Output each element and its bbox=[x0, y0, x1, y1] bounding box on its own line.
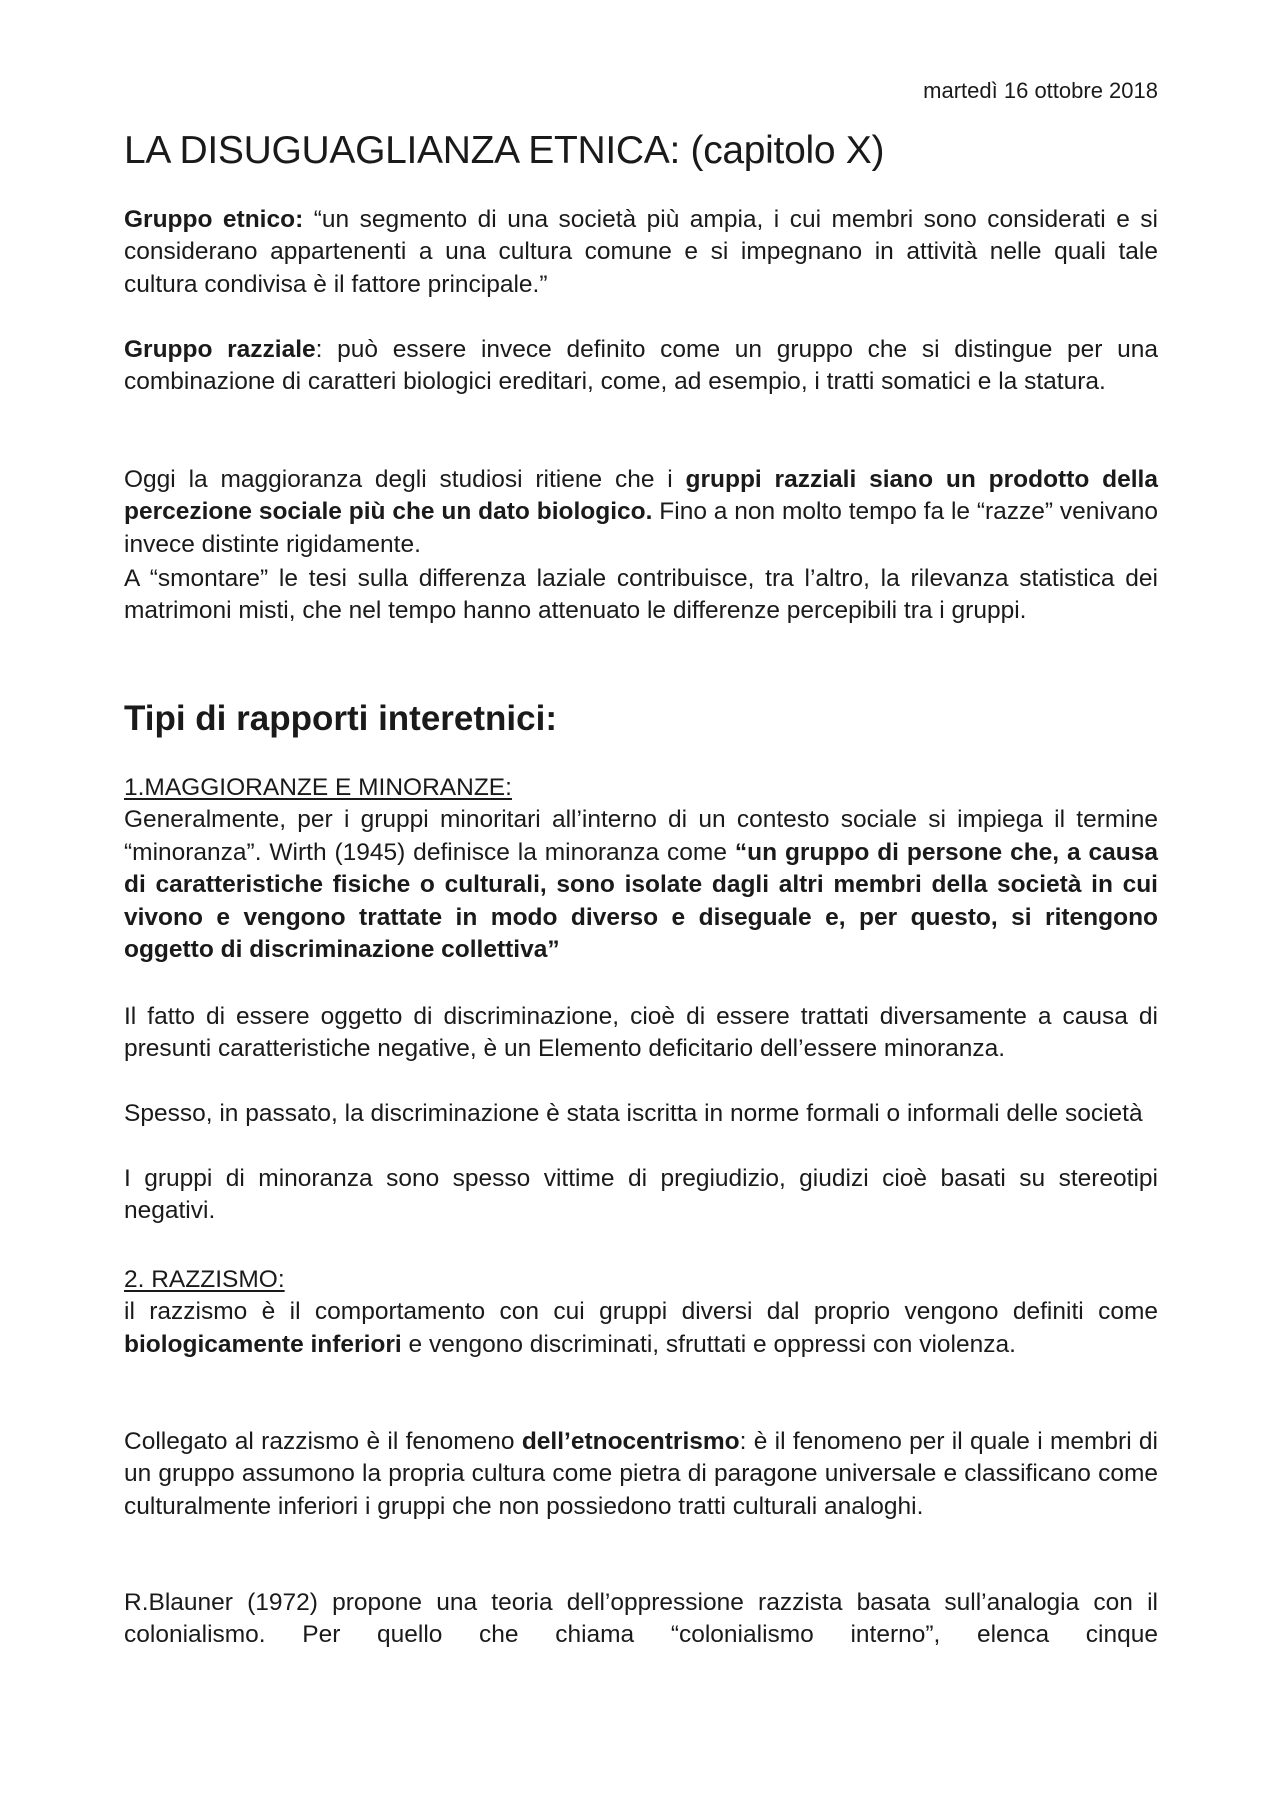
paragraph-discriminazione: Il fatto di essere oggetto di discriminazione, cioè di essere trattati diversamente a causa di presunti caratteristiche negative, è un Elemento deficitario dell’essere minoranza. bbox=[124, 1003, 1158, 1063]
paragraph-etnocentrismo bbox=[124, 1426, 1158, 1523]
bold-definizione-minoranza: “un gruppo di persone che, a causa di caratteristiche fisiche o culturali, sono isolate dagli altri membri della società in cui vivono e vengono trattate in modo diverso e diseguale e, per questo, si ritengono oggetto di discriminazione collettiva” bbox=[124, 838, 1158, 964]
text-span: Fino a non molto tempo fa le “razze” venivano invece distinte rigidamente. bbox=[124, 498, 1159, 558]
definition-gruppo-etnico: “un segmento di una società più ampia, i cui membri sono considerati e si considerano appartenenti a una cultura comune e si impegnano in attività nelle quali tale cultura condivisa è il fattore principale.” bbox=[124, 206, 1158, 298]
text-span: e vengono discriminati, sfruttati e oppressi con violenza. bbox=[401, 1330, 1016, 1358]
paragraph-gruppo-etnico bbox=[124, 204, 1158, 301]
document-date: martedì 16 ottobre 2018 bbox=[923, 78, 1158, 103]
text-span: Collegato al razzismo è il fenomeno bbox=[124, 1428, 522, 1455]
section-heading: Tipi di rapporti interetnici: bbox=[124, 699, 557, 738]
paragraph-razzismo bbox=[124, 1264, 1158, 1361]
subheading-razzismo: 2. RAZZISMO: bbox=[124, 1266, 285, 1293]
paragraph-norme: Spesso, in passato, la discriminazione è stata iscritta in norme formali o informali delle società bbox=[124, 1100, 1143, 1127]
text-span: Oggi la maggioranza degli studiosi ritiene che i bbox=[124, 466, 686, 493]
paragraph-percezione-sociale bbox=[124, 464, 1158, 561]
term-gruppo-etnico: Gruppo etnico: bbox=[124, 206, 304, 233]
text-span: : è il fenomeno per il quale i membri di un gruppo assumono la propria cultura come pietra di paragone universale e classificano come culturalmente inferiori i gruppi che non possiedono tratti culturali analoghi. bbox=[124, 1428, 1158, 1520]
bold-percezione-sociale: gruppi razziali siano un prodotto della percezione sociale più che un dato biologico. bbox=[124, 466, 1158, 526]
document-title: LA DISUGUAGLIANZA ETNICA: (capitolo X) bbox=[124, 129, 885, 172]
paragraph-pregiudizio: I gruppi di minoranza sono spesso vittime di pregiudizio, giudizi cioè basati su stereotipi negativi. bbox=[124, 1165, 1158, 1225]
subheading-maggioranze-minoranze: 1.MAGGIORANZE E MINORANZE: bbox=[124, 774, 512, 801]
bold-etnocentrismo: dell’etnocentrismo bbox=[521, 1428, 740, 1455]
text-span: il razzismo è il comportamento con cui gruppi diversi dal proprio vengono definiti come bbox=[124, 1298, 1158, 1326]
paragraph-maggioranze-minoranze bbox=[124, 772, 1158, 966]
term-gruppo-razziale: Gruppo razziale bbox=[124, 336, 316, 363]
definition-gruppo-razziale: : può essere invece definito come un gruppo che si distingue per una combinazione di caratteri biologici ereditari, come, ad esempio, i tratti somatici e la statura. bbox=[124, 336, 1158, 396]
text-span: Generalmente, per i gruppi minoritari all’interno di un contesto sociale si impiega il termine “minoranza”. Wirth (1945) definisce la minoranza come bbox=[124, 806, 1158, 866]
paragraph-blauner: R.Blauner (1972) propone una teoria dell’oppressione razzista basata sull’analogia con il colonialismo. Per quello che chiama “colonialismo interno”, elenca cinque bbox=[124, 1589, 1158, 1649]
bold-biologicamente-inferiori: biologicamente inferiori bbox=[124, 1330, 402, 1358]
paragraph-matrimoni-misti: A “smontare” le tesi sulla differenza laziale contribuisce, tra l’altro, la rilevanza statistica dei matrimoni misti, che nel tempo hanno attenuato le differenze percepibili tra i gruppi. bbox=[124, 565, 1158, 625]
paragraph-gruppo-razziale bbox=[124, 334, 1158, 399]
